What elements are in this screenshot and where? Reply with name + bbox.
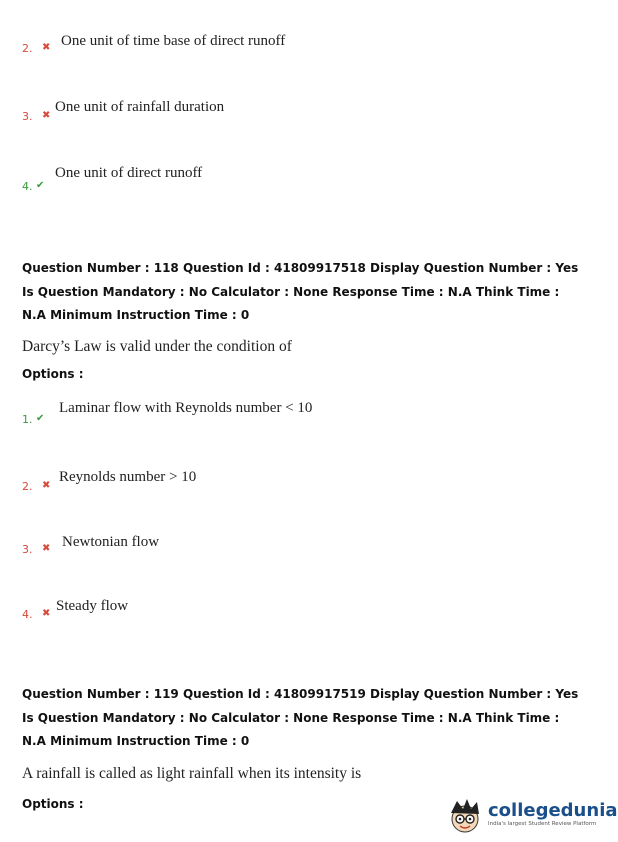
option-item	[22, 413, 50, 426]
option-text: Steady flow	[56, 598, 129, 614]
cross-icon: ✖	[42, 608, 51, 619]
option-text: One unit of rainfall duration	[55, 99, 225, 115]
option-number: 4.	[22, 180, 33, 193]
question-header: Question Number : 118 Question Id : 41809917518 Display Question Number : Yes Is Question Mandatory : No Calculator : None Response Time : N.A Think Time : N.A Minimum Instruction Time : 0	[22, 261, 579, 322]
cross-icon: ✖	[42, 480, 51, 491]
option-text: One unit of direct runoff	[55, 165, 203, 181]
mascot-icon	[445, 795, 485, 835]
cross-icon: ✖	[42, 543, 51, 554]
logo-title: collegedunia	[488, 800, 618, 821]
collegedunia-logo	[445, 795, 618, 835]
option-item	[22, 543, 56, 556]
option-number: 3.	[22, 543, 33, 556]
option-text: Newtonian flow	[62, 534, 160, 550]
question-header: Question Number : 119 Question Id : 41809917519 Display Question Number : Yes Is Question Mandatory : No Calculator : None Response Time : N.A Think Time : N.A Minimum Instruction Time : 0	[22, 687, 579, 748]
logo-subtitle: India's largest Student Review Platform	[488, 821, 597, 827]
option-number: 2.	[22, 480, 33, 493]
option-number: 3.	[22, 110, 33, 123]
options-label: Options :	[22, 367, 84, 381]
question-text: Darcy’s Law is valid under the condition of	[22, 338, 292, 355]
option-number: 1.	[22, 413, 33, 426]
option-item	[22, 608, 56, 621]
cross-icon: ✖	[42, 110, 51, 121]
options-label: Options :	[22, 797, 84, 811]
option-item	[22, 110, 56, 123]
option-item	[22, 480, 56, 493]
check-icon: ✔	[36, 413, 45, 424]
option-item	[22, 42, 56, 55]
option-item	[22, 180, 50, 193]
option-number: 4.	[22, 608, 33, 621]
option-text: Laminar flow with Reynolds number < 10	[59, 400, 313, 416]
option-text: Reynolds number > 10	[59, 469, 197, 485]
option-text: One unit of time base of direct runoff	[61, 33, 286, 49]
option-number: 2.	[22, 42, 33, 55]
question-text: A rainfall is called as light rainfall when its intensity is	[22, 765, 362, 782]
cross-icon: ✖	[42, 42, 51, 53]
check-icon: ✔	[36, 180, 45, 191]
